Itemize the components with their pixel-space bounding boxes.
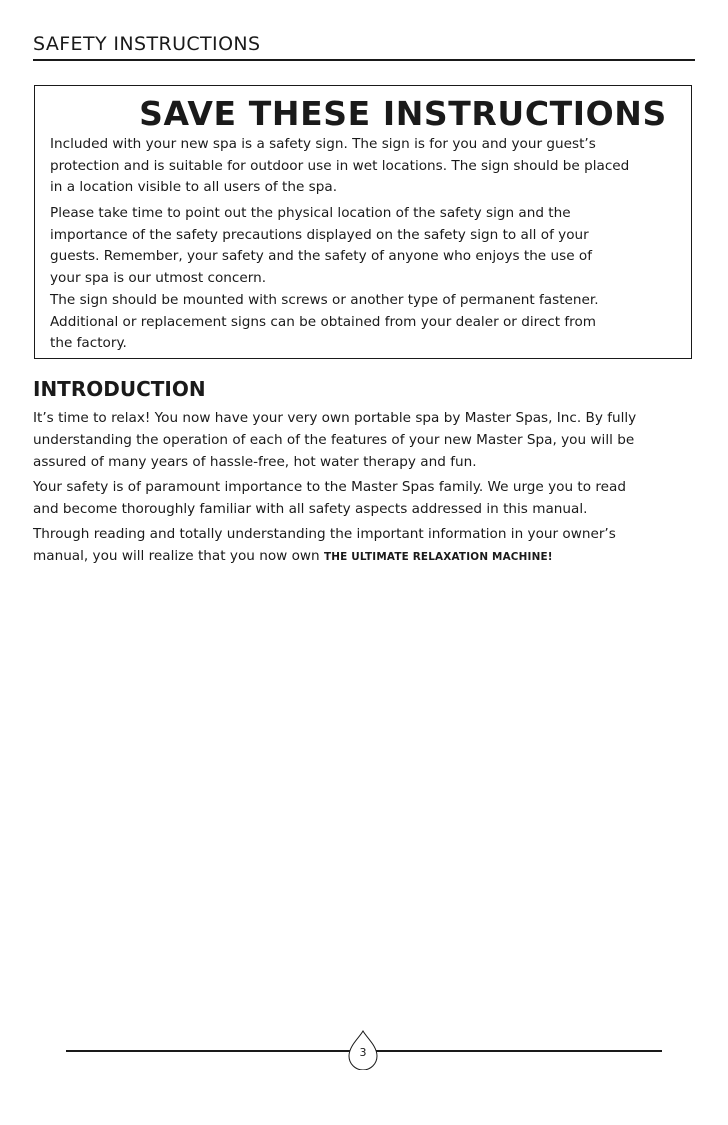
text-line: the factory. — [50, 335, 127, 351]
text-line: and become thoroughly familiar with all safety aspects addressed in this manual. — [33, 501, 588, 517]
safety-sign-paragraph — [50, 134, 690, 199]
section-header-title: SAFETY INSTRUCTIONS — [33, 33, 261, 55]
text-line: assured of many years of hassle-free, hot water therapy and fun. — [33, 454, 477, 470]
text-line: guests. Remember, your safety and the safety of anyone who enjoys the use of — [50, 248, 592, 264]
text-line: Through reading and totally understanding the important information in your owner’s — [33, 526, 616, 542]
page-number: 3 — [359, 1046, 367, 1059]
section-header — [33, 31, 695, 61]
text-line: It’s time to relax! You now have your very own portable spa by Master Spas, Inc. By fully — [33, 410, 637, 426]
text-line: Included with your new spa is a safety sign. The sign is for you and your guest’s — [50, 136, 596, 152]
text-line — [33, 545, 699, 568]
sign-mounting-paragraph — [50, 290, 690, 355]
sign-location-paragraph — [50, 203, 690, 289]
save-instructions-title: SAVE THESE INSTRUCTIONS — [139, 94, 667, 133]
text-line: importance of the safety precautions displayed on the safety sign to all of your — [50, 226, 589, 243]
introduction-heading: INTRODUCTION — [33, 377, 206, 401]
text-line: in a location visible to all users of the spa. — [50, 179, 338, 195]
ultimate-relaxation-emphasis: THE ULTIMATE RELAXATION MACHINE! — [323, 551, 553, 563]
intro-paragraph-safety — [33, 476, 699, 520]
intro-paragraph-manual — [33, 523, 699, 568]
text-line: understanding the operation of each of the features of your new Master Spa, you will be — [33, 432, 635, 448]
text-line: protection and is suitable for outdoor use in wet locations. The sign should be placed — [50, 157, 630, 174]
text-line: Please take time to point out the physical location of the safety sign and the — [50, 205, 571, 221]
save-instructions-box — [34, 85, 692, 359]
text-line: your spa is our utmost concern. — [50, 269, 267, 286]
text-line-start: manual, you will realize that you now own — [33, 548, 324, 564]
text-line: The sign should be mounted with screws or another type of permanent fastener. — [50, 292, 599, 308]
intro-paragraph-relax — [33, 407, 699, 473]
text-line: Additional or replacement signs can be obtained from your dealer or direct from — [50, 313, 597, 330]
text-line: Your safety is of paramount importance to the Master Spas family. We urge you to read — [33, 479, 626, 495]
